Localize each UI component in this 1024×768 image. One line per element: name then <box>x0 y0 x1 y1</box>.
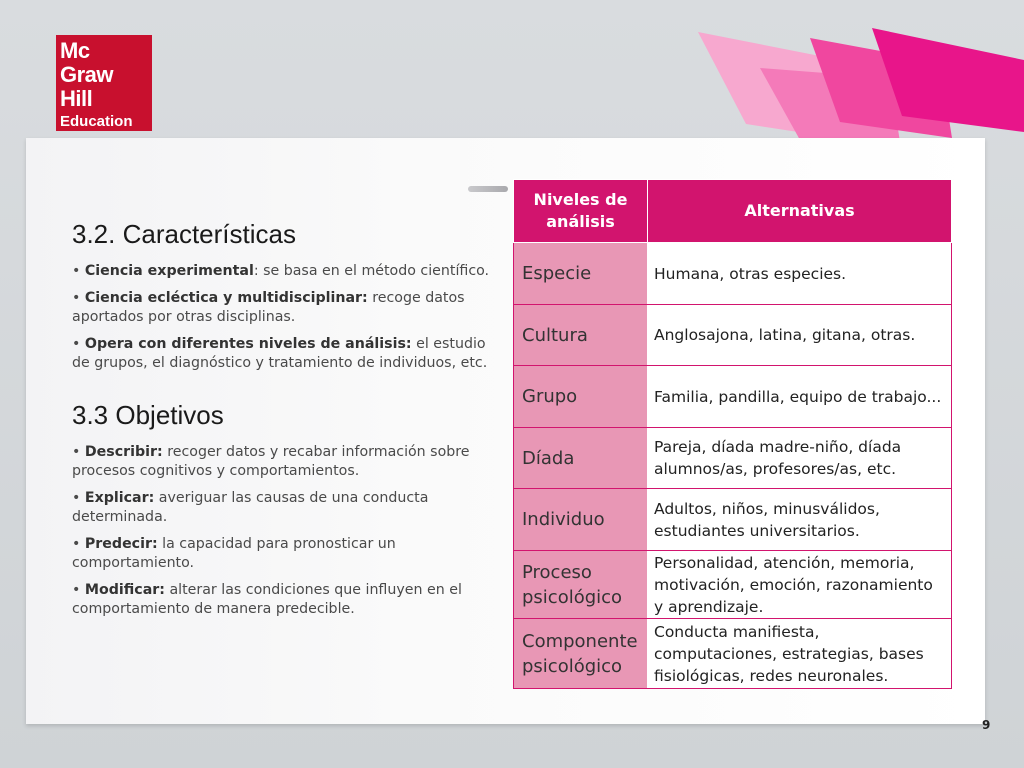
decorative-bar <box>468 186 508 192</box>
level-cell: Proceso psicológico <box>514 551 648 619</box>
alternatives-cell: Anglosajona, latina, gitana, otras. <box>648 305 952 366</box>
bullet-text: : se basa en el método científico. <box>253 263 490 279</box>
mcgraw-hill-logo <box>56 35 152 131</box>
alternatives-cell: Pareja, díada madre-niño, díada alumnos/as, profesores/as, etc. <box>648 428 952 489</box>
table-row <box>514 489 952 551</box>
bullet-text: averiguar las causas de una conducta determinada. <box>72 490 429 525</box>
bullet-item: • Opera con diferentes niveles de análisis: el estudio de grupos, el diagnóstico y tratamiento de individuos, etc. <box>72 336 488 371</box>
table-row <box>514 366 952 428</box>
table-row <box>514 428 952 489</box>
bullet-item: • Describir: recoger datos y recabar información sobre procesos cognitivos y comportamientos. <box>72 444 470 479</box>
alternatives-cell: Conducta manifiesta, computaciones, estrategias, bases fisiológicas, redes neuronales. <box>648 619 952 689</box>
table-row <box>514 305 952 366</box>
bullet-term: Ciencia ecléctica y multidisciplinar: <box>84 290 368 306</box>
level-cell: Díada <box>514 428 648 489</box>
logo-line: Mc <box>60 38 90 63</box>
table-header-row <box>514 180 952 243</box>
decorative-ribbons <box>690 20 1024 150</box>
bullet-term: Opera con diferentes niveles de análisis: <box>84 336 412 352</box>
bullet-text: recoger datos y recabar información sobre procesos cognitivos y comportamientos. <box>72 444 470 479</box>
bullet-term: Explicar: <box>84 490 155 506</box>
alternatives-cell: Personalidad, atención, memoria, motivación, emoción, razonamiento y aprendizaje. <box>648 551 952 619</box>
alternatives-cell: Humana, otras especies. <box>648 243 952 305</box>
logo-line: Graw <box>60 62 114 87</box>
table-row <box>514 243 952 305</box>
bullet-text: el estudio de grupos, el diagnóstico y tratamiento de individuos, etc. <box>72 336 488 371</box>
bullet-item: • Modificar: alterar las condiciones que influyen en el comportamiento de manera predecible. <box>72 582 462 617</box>
logo-line: Education <box>60 113 133 130</box>
alternatives-cell: Adultos, niños, minusválidos, estudiantes universitarios. <box>648 489 952 551</box>
bullet-item: • Predecir: la capacidad para pronosticar un comportamiento. <box>72 536 396 571</box>
logo-line: Hill <box>60 86 93 111</box>
text-column <box>72 218 490 627</box>
table-row <box>514 619 952 689</box>
levels-table <box>513 179 952 689</box>
bullet-item: • Ciencia experimental: se basa en el método científico. <box>72 263 490 279</box>
level-cell: Componente psicológico <box>514 619 648 689</box>
bullet-term: Modificar: <box>84 582 165 598</box>
section-title-caracteristicas: 3.2. Características <box>72 219 296 249</box>
bullet-term: Predecir: <box>84 536 158 552</box>
table-row <box>514 551 952 619</box>
alternatives-cell: Familia, pandilla, equipo de trabajo... <box>648 366 952 428</box>
bullet-text: alterar las condiciones que influyen en el comportamiento de manera predecible. <box>72 582 462 617</box>
header-niveles: Niveles de análisis <box>514 180 648 243</box>
level-cell: Especie <box>514 243 648 305</box>
bullet-term: Ciencia experimental <box>84 263 254 279</box>
header-alternativas: Alternativas <box>648 180 952 243</box>
level-cell: Individuo <box>514 489 648 551</box>
bullet-term: Describir: <box>84 444 163 460</box>
bullet-text: recoge datos aportados por otras disciplinas. <box>72 290 465 325</box>
level-cell: Cultura <box>514 305 648 366</box>
bullet-item: • Ciencia ecléctica y multidisciplinar: recoge datos aportados por otras disciplinas. <box>72 290 465 325</box>
page-number: 9 <box>982 718 991 732</box>
bullet-text: la capacidad para pronosticar un comportamiento. <box>72 536 396 571</box>
section-title-objetivos: 3.3 Objetivos <box>72 400 224 430</box>
bullet-item: • Explicar: averiguar las causas de una conducta determinada. <box>72 490 429 525</box>
level-cell: Grupo <box>514 366 648 428</box>
